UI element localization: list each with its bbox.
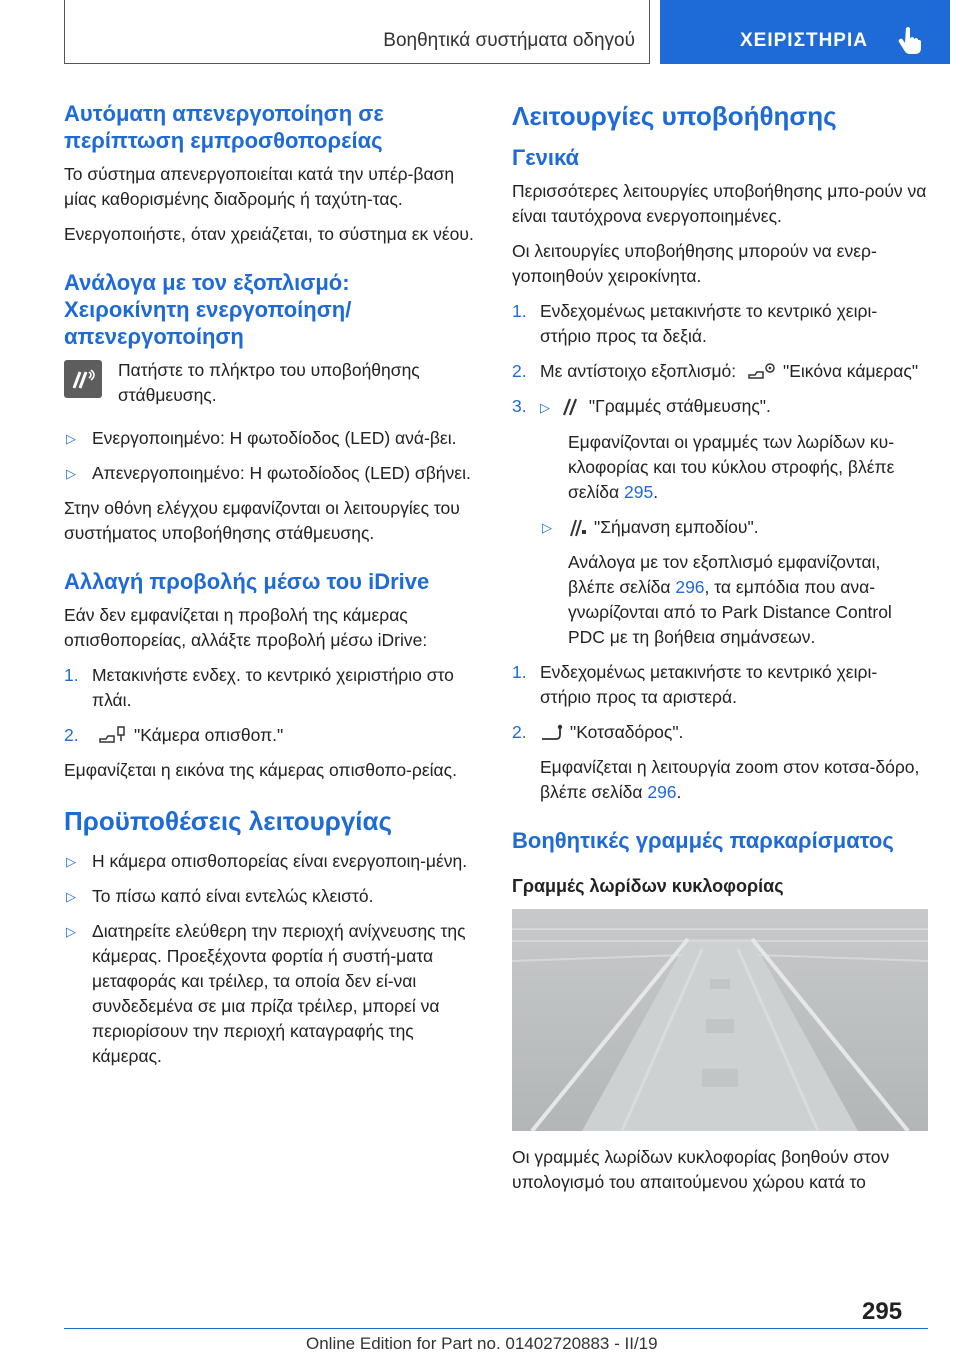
heading-idrive: Αλλαγή προβολής μέσω του iDrive <box>64 569 430 594</box>
paragraph: Εάν δεν εμφανίζεται η προβολή της κάμερας οπισθοπορείας, αλλάξτε προβολή μέσω iDrive: <box>64 605 428 650</box>
list-item: 2. "Κοτσαδόρος". <box>512 722 684 742</box>
paragraph: Ανάλογα με τον εξοπλισμό εμφανίζονται, βλέπε σελίδα 296, τα εμπόδια που ανα-γνωρίζονται από το Park Distance Control PDC με τη βοήθεια σημάνσεων. <box>568 552 892 647</box>
header-section-title: Βοηθητικά συστήματα οδηγού <box>383 30 635 51</box>
heading-prerequisites: Προϋποθέσεις λειτουργίας <box>64 806 393 836</box>
chapter-title: ΧΕΙΡΙΣΤΗΡΙΑ <box>740 30 868 51</box>
page-link-296[interactable]: 296 <box>675 577 705 597</box>
triangle-bullet-icon: ▷ <box>66 466 76 481</box>
page-number: 295 <box>862 1298 903 1325</box>
paragraph: Περισσότερες λειτουργίες υποβοήθησης μπο-ρούν να είναι ταυτόχρονα ενεργοποιημένες. <box>512 181 927 226</box>
triangle-bullet-icon: ▷ <box>66 431 76 446</box>
triangle-bullet-icon: ▷ <box>542 520 552 535</box>
trailer-hitch-icon <box>540 723 564 743</box>
list-item: 3. ▷ "Γραμμές στάθμευσης". <box>512 396 771 416</box>
heading-auto-deactivation: Αυτόματη απενεργοποίηση σε περίπτωση εμπροσθοπορείας <box>64 101 384 153</box>
list-item: 2. Με αντίστοιχο εξοπλισμό: "Εικόνα κάμερας" <box>512 359 928 384</box>
heading-assist-functions: Λειτουργίες υποβοήθησης <box>512 101 837 131</box>
paragraph: Εμφανίζονται οι γραμμές των λωρίδων κυ-κλοφορίας και του κύκλου στροφής, βλέπε σελίδα 295. <box>568 432 895 502</box>
parking-lines-icon <box>561 397 583 417</box>
list-item: ▷ "Σήμανση εμποδίου". <box>512 515 928 540</box>
list-item: ▷ Ενεργοποιημένο: Η φωτοδίοδος (LED) ανά-βει. <box>64 426 480 451</box>
page-link-295[interactable]: 295 <box>623 482 654 502</box>
paragraph: Οι γραμμές λωρίδων κυκλοφορίας βοηθούν στον υπολογισμό του απαιτούμενου χώρου κατά το <box>512 1147 890 1192</box>
paragraph: Ενεργοποιήστε, όταν χρειάζεται, το σύστημα εκ νέου. <box>64 224 474 244</box>
lane-lines-illustration <box>512 909 928 1131</box>
footer-divider <box>64 1328 928 1329</box>
camera-settings-icon <box>747 361 777 383</box>
button-instruction-text: Πατήστε το πλήκτρο του υποβοήθησης στάθμευσης. <box>118 360 420 405</box>
list-item: ▷ Διατηρείτε ελεύθερη την περιοχή ανίχνευσης της κάμερας. Προεξέχοντα φορτία ή συστή-ματα μεταφοράς και τρέιλερ, τα οποία δεν εί-ναι συνδεδεμένα σε μια πρίζα τρέιλερ, μπορεί να περιορίσουν την περιοχή καταγραφής της κάμερας. <box>66 921 466 1066</box>
hand-pointer-icon <box>898 26 922 54</box>
paragraph: Στην οθόνη ελέγχου εμφανίζονται οι λειτουργίες του συστήματος υποβοήθησης στάθμευσης. <box>64 498 460 543</box>
button-instruction <box>64 358 480 408</box>
list-item: ▷ Το πίσω καπό είναι εντελώς κλειστό. <box>64 884 480 909</box>
park-assist-button-icon <box>64 360 102 398</box>
header-section-box <box>64 0 650 64</box>
heading-lane-lines: Γραμμές λωρίδων κυκλοφορίας <box>512 876 784 896</box>
triangle-bullet-icon: ▷ <box>66 854 76 869</box>
footer-edition: Online Edition for Part no. 01402720883 - II/19 <box>306 1334 658 1353</box>
paragraph: Το σύστημα απενεργοποιείται κατά την υπέρ-βαση μίας καθορισμένης διαδρομής ή ταχύτη-τας. <box>64 164 455 209</box>
list-item: 1. Ενδεχομένως μετακινήστε το κεντρικό χειρι-στήριο προς τα δεξιά. <box>512 301 878 346</box>
list-item: ▷ Απενεργοποιημένο: Η φωτοδίοδος (LED) σβήνει. <box>64 461 480 486</box>
left-column <box>64 100 480 1079</box>
list-item: 2. "Κάμερα οπισθοπ." <box>64 723 480 748</box>
list-item: 1. Μετακινήστε ενδεχ. το κεντρικό χειριστήριο στο πλάι. <box>64 665 454 710</box>
obstacle-marking-icon <box>568 518 588 538</box>
paragraph: Οι λειτουργίες υποβοήθησης μπορούν να ενερ-γοποιηθούν χειροκίνητα. <box>512 241 877 286</box>
triangle-bullet-icon: ▷ <box>540 400 550 415</box>
right-column <box>512 100 928 1205</box>
triangle-bullet-icon: ▷ <box>66 924 76 939</box>
list-item: 1. Ενδεχομένως μετακινήστε το κεντρικό χειρι-στήριο προς τα αριστερά. <box>512 662 878 707</box>
heading-general: Γενικά <box>512 145 580 170</box>
list-item: ▷ Η κάμερα οπισθοπορείας είναι ενεργοποιη-μένη. <box>64 849 480 874</box>
rear-camera-icon <box>98 725 128 747</box>
heading-parking-guides: Βοηθητικές γραμμές παρκαρίσματος <box>512 828 894 853</box>
heading-manual-activation: Ανάλογα με τον εξοπλισμό: Χειροκίνητη ενεργοποίηση/ απενεργοποίηση <box>64 270 352 349</box>
header-chapter-tab[interactable] <box>660 0 950 64</box>
paragraph: Εμφανίζεται η εικόνα της κάμερας οπισθοπο-ρείας. <box>64 760 457 780</box>
paragraph: Εμφανίζεται η λειτουργία zoom στον κοτσα-δόρο, βλέπε σελίδα 296. <box>540 757 920 802</box>
triangle-bullet-icon: ▷ <box>66 889 76 904</box>
page-link-296[interactable]: 296 <box>647 782 677 802</box>
